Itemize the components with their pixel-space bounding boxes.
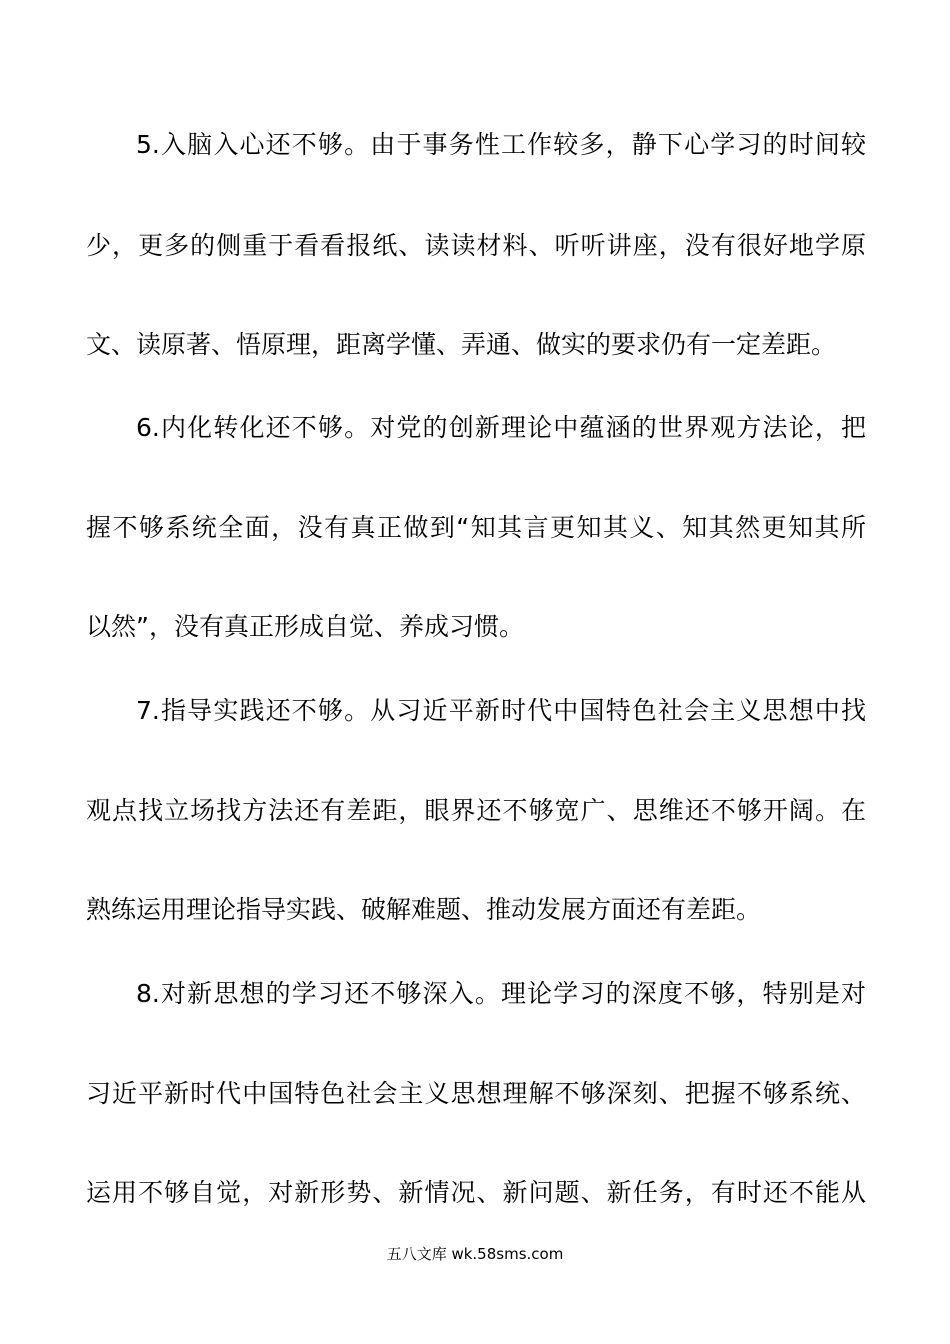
paragraph-7-line-2: 观点找立场找方法还有差距，眼界还不够宽广、思维还不够开阔。在: [86, 796, 866, 825]
paragraph-8-line-3: 运用不够自觉，对新形势、新情况、新问题、新任务，有时还不能从: [86, 1178, 866, 1207]
paragraph-6-line-3: 以然”，没有真正形成自觉、养成习惯。: [86, 612, 524, 641]
paragraph-8-line-1: 8.对新思想的学习还不够深入。理论学习的深度不够，特别是对: [136, 979, 866, 1008]
paragraph-5-line-1: 5.入脑入心还不够。由于事务性工作较多，静下心学习的时间较: [136, 130, 866, 159]
paragraph-7-line-1: 7.指导实践还不够。从习近平新时代中国特色社会主义思想中找: [136, 696, 866, 725]
paragraph-5-line-3: 文、读原著、悟原理，距离学懂、弄通、做实的要求仍有一定差距。: [86, 330, 837, 359]
footer-watermark: 五八文库 wk.58sms.com: [386, 1245, 564, 1263]
paragraph-6-line-1: 6.内化转化还不够。对党的创新理论中蕴涵的世界观方法论，把: [136, 413, 866, 442]
paragraph-8-line-2: 习近平新时代中国特色社会主义思想理解不够深刻、把握不够系统、: [86, 1079, 866, 1108]
paragraph-6-line-2: 握不够系统全面，没有真正做到“知其言更知其义、知其然更知其所: [86, 513, 866, 542]
paragraph-7-line-3: 熟练运用理论指导实践、破解难题、推动发展方面还有差距。: [86, 895, 762, 924]
paragraph-5-line-2: 少，更多的侧重于看看报纸、读读材料、听听讲座，没有很好地学原: [86, 231, 866, 260]
